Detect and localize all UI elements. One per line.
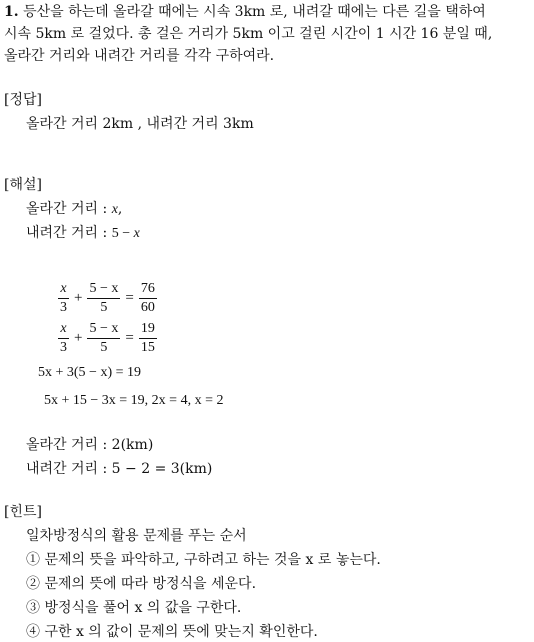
fraction-denominator: 5 — [100, 299, 108, 315]
fraction-x-over-3 — [58, 280, 69, 317]
result-down-distance: 내려간 거리 : 5 − 2 = 3(km) — [26, 461, 213, 477]
up-distance-comma: , — [117, 201, 123, 217]
up-distance-line — [26, 199, 122, 220]
hint-step-1: ① 문제의 뜻을 파악하고, 구하려고 하는 것을 x 로 놓는다. — [26, 552, 381, 568]
down-distance-var: x — [133, 226, 140, 241]
equation-4: 5x + 15 − 3x = 19, 2x = 4, x = 2 — [44, 393, 224, 408]
problem-line-2: 시속 5km 로 걸었다. 총 걸은 거리가 5km 이고 걸린 시간이 1 시간 16 분일 때, — [4, 26, 493, 42]
plus-sign: + — [74, 329, 83, 346]
result-up-distance: 올라간 거리 : 2(km) — [26, 437, 154, 453]
fraction-76-over-60 — [139, 280, 157, 317]
fraction-denominator: 15 — [140, 339, 155, 355]
fraction-denominator: 3 — [60, 339, 67, 355]
hint-title: 일차방정식의 활용 문제를 푸는 순서 — [26, 528, 247, 544]
hint-step-4: ④ 구한 x 의 값이 문제의 뜻에 맞는지 확인한다. — [26, 624, 318, 640]
plus-sign: + — [74, 289, 83, 306]
hint-header: [힌트] — [4, 504, 42, 520]
problem-number: 1. — [4, 4, 19, 20]
fraction-5-minus-x-over-5 — [87, 320, 120, 357]
fraction-19-over-15 — [139, 320, 157, 357]
equation-2 — [56, 318, 159, 358]
fraction-numerator: x — [58, 280, 69, 299]
fraction-numerator: 19 — [139, 320, 157, 339]
down-distance-expr: 5 − — [111, 226, 134, 241]
fraction-x-over-3 — [58, 320, 69, 357]
fraction-denominator: 60 — [140, 299, 155, 315]
equals-sign: = — [125, 329, 134, 346]
equals-sign: = — [125, 289, 134, 306]
problem-line-3: 올라간 거리와 내려간 거리를 각각 구하여라. — [4, 48, 275, 64]
hint-step-3: ③ 방정식을 풀어 x 의 값을 구한다. — [26, 600, 242, 616]
fraction-numerator: 5 − x — [87, 320, 120, 339]
fraction-denominator: 3 — [60, 299, 67, 315]
problem-text-1: 등산을 하는데 올라갈 때에는 시속 3km 로, 내려갈 때에는 다른 길을 택하여 — [23, 4, 486, 20]
fraction-5-minus-x-over-5 — [87, 280, 120, 317]
answer-text: 올라간 거리 2km , 내려간 거리 3km — [26, 116, 254, 132]
up-distance-var: x — [111, 202, 118, 217]
down-distance-line — [26, 223, 140, 244]
up-distance-label: 올라간 거리 : — [26, 201, 112, 217]
fraction-numerator: 76 — [139, 280, 157, 299]
equation-1 — [56, 278, 159, 318]
equation-3: 5x + 3(5 − x) = 19 — [38, 365, 142, 380]
solution-header: [해설] — [4, 177, 42, 193]
hint-step-2: ② 문제의 뜻에 따라 방정식을 세운다. — [26, 576, 257, 592]
answer-header: [정답] — [4, 92, 42, 108]
fraction-numerator: x — [58, 320, 69, 339]
fraction-numerator: 5 − x — [87, 280, 120, 299]
down-distance-label: 내려간 거리 : — [26, 225, 112, 241]
problem-line-1 — [4, 2, 486, 22]
fraction-denominator: 5 — [100, 339, 108, 355]
